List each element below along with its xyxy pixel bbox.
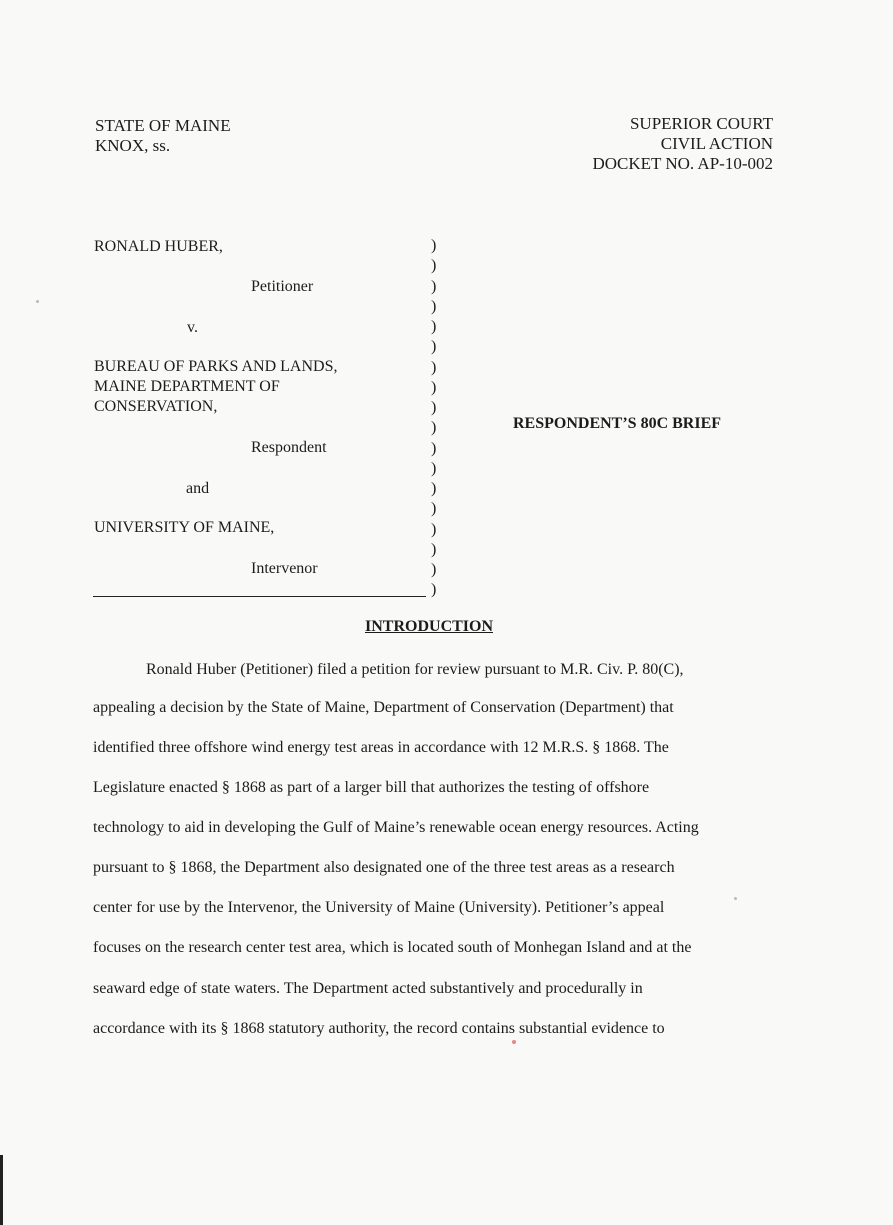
paren: )	[431, 419, 437, 437]
paren: )	[431, 237, 437, 254]
paren: )	[431, 277, 437, 295]
intervenor-name: UNIVERSITY OF MAINE,	[94, 519, 275, 536]
petitioner-role: Petitioner	[251, 278, 314, 295]
versus-label: v.	[187, 319, 198, 336]
docket-number: DOCKET NO. AP-10-002	[592, 154, 773, 173]
caption-underline	[93, 596, 426, 597]
paren: )	[431, 520, 437, 538]
intervenor-role: Intervenor	[251, 560, 318, 577]
section-heading: INTRODUCTION	[365, 618, 494, 635]
scan-speck	[734, 897, 737, 900]
paren: )	[431, 378, 437, 396]
paren: )	[431, 358, 437, 376]
body-line: appealing a decision by the State of Maine, Department of Conservation (Department) that	[93, 699, 674, 716]
body-line: pursuant to § 1868, the Department also designated one of the three test areas as a research	[93, 859, 675, 876]
paren: )	[431, 480, 437, 497]
respondent-role: Respondent	[251, 439, 327, 456]
paren: )	[431, 581, 437, 599]
respondent-name-line2: MAINE DEPARTMENT OF	[94, 378, 280, 395]
action-caption: CIVIL ACTION	[660, 134, 773, 153]
body-line: accordance with its § 1868 statutory authority, the record contains substantial evidence to	[93, 1020, 665, 1037]
scan-speck	[512, 1040, 516, 1044]
paren: )	[431, 561, 437, 578]
body-line: seaward edge of state waters. The Department acted substantively and procedurally in	[93, 980, 643, 997]
scan-speck	[36, 300, 39, 303]
respondent-name-line3: CONSERVATION,	[94, 398, 218, 415]
paren: )	[431, 297, 437, 315]
court-caption: SUPERIOR COURT	[629, 114, 773, 133]
caption-parenthesis-column	[431, 236, 445, 601]
body-line: focuses on the research center test area, which is located south of Monhegan Island and at the	[93, 939, 692, 956]
body-line: Ronald Huber (Petitioner) filed a petition for review pursuant to M.R. Civ. P. 80(C),	[146, 661, 684, 678]
paren: )	[431, 500, 437, 518]
state-caption: STATE OF MAINE	[95, 116, 231, 135]
respondent-name-line1: BUREAU OF PARKS AND LANDS,	[94, 358, 338, 375]
paren: )	[431, 338, 437, 356]
paren: )	[431, 257, 437, 275]
paren: )	[431, 399, 437, 416]
body-line: Legislature enacted § 1868 as part of a larger bill that authorizes the testing of offshore	[93, 779, 650, 796]
paren: )	[431, 439, 437, 457]
petitioner-name: RONALD HUBER,	[94, 238, 223, 255]
paren: )	[431, 459, 437, 477]
paren: )	[431, 540, 437, 558]
body-line: technology to aid in developing the Gulf of Maine’s renewable ocean energy resources. Acting	[93, 819, 699, 836]
body-line: identified three offshore wind energy test areas in accordance with 12 M.R.S. § 1868. The	[93, 739, 669, 756]
brief-title: RESPONDENT’S 80C BRIEF	[513, 415, 722, 432]
body-line: center for use by the Intervenor, the University of Maine (University). Petitioner’s appeal	[93, 899, 665, 916]
paren: )	[431, 318, 437, 335]
scan-edge-mark	[0, 1155, 3, 1225]
county-caption: KNOX, ss.	[95, 136, 171, 155]
conjunction-label: and	[186, 480, 210, 497]
